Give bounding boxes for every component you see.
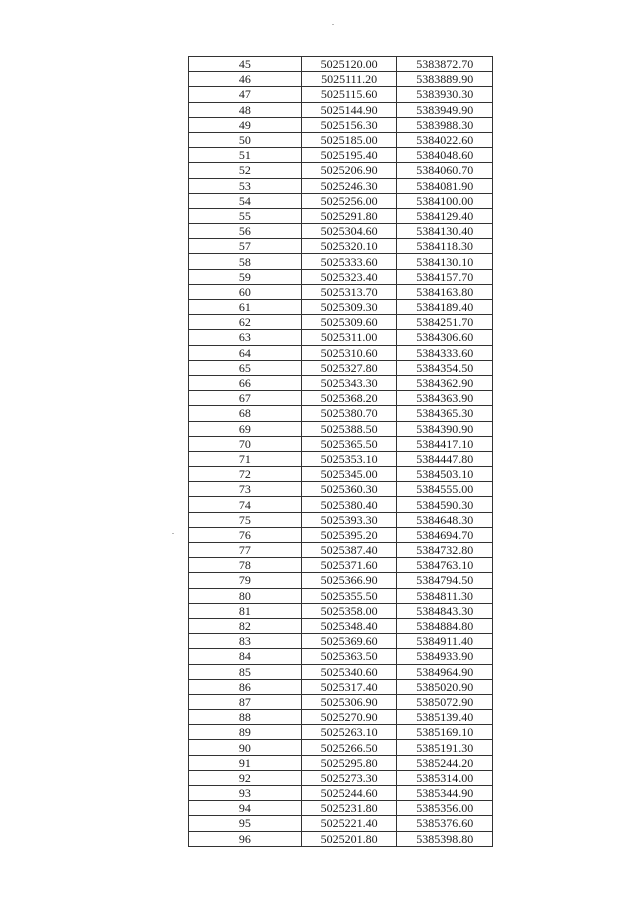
point-number-cell: 82	[189, 618, 302, 633]
y-coordinate-cell: 5384354.50	[397, 360, 493, 375]
table-row	[189, 497, 493, 512]
table-row	[189, 618, 493, 633]
table-row	[189, 467, 493, 482]
table-row	[189, 102, 493, 117]
table-row	[189, 117, 493, 132]
x-coordinate-cell: 5025304.60	[301, 224, 397, 239]
x-coordinate-cell: 5025120.00	[301, 57, 397, 72]
x-coordinate-cell: 5025365.50	[301, 436, 397, 451]
y-coordinate-cell: 5384048.60	[397, 148, 493, 163]
coordinates-table-body	[189, 57, 493, 847]
table-row	[189, 148, 493, 163]
x-coordinate-cell: 5025388.50	[301, 421, 397, 436]
x-coordinate-cell: 5025343.30	[301, 375, 397, 390]
point-number-cell: 58	[189, 254, 302, 269]
point-number-cell: 88	[189, 710, 302, 725]
x-coordinate-cell: 5025231.80	[301, 801, 397, 816]
y-coordinate-cell: 5384933.90	[397, 649, 493, 664]
x-coordinate-cell: 5025311.00	[301, 330, 397, 345]
y-coordinate-cell: 5383988.30	[397, 117, 493, 132]
point-number-cell: 56	[189, 224, 302, 239]
table-row	[189, 664, 493, 679]
table-row	[189, 512, 493, 527]
point-number-cell: 60	[189, 284, 302, 299]
y-coordinate-cell: 5384081.90	[397, 178, 493, 193]
x-coordinate-cell: 5025345.00	[301, 467, 397, 482]
point-number-cell: 72	[189, 467, 302, 482]
point-number-cell: 87	[189, 694, 302, 709]
table-row	[189, 679, 493, 694]
x-coordinate-cell: 5025273.30	[301, 770, 397, 785]
table-row	[189, 649, 493, 664]
point-number-cell: 83	[189, 634, 302, 649]
table-row	[189, 330, 493, 345]
y-coordinate-cell: 5384555.00	[397, 482, 493, 497]
x-coordinate-cell: 5025387.40	[301, 543, 397, 558]
table-row	[189, 786, 493, 801]
table-row	[189, 482, 493, 497]
x-coordinate-cell: 5025380.70	[301, 406, 397, 421]
y-coordinate-cell: 5384333.60	[397, 345, 493, 360]
table-row	[189, 694, 493, 709]
table-row	[189, 770, 493, 785]
table-row	[189, 801, 493, 816]
point-number-cell: 91	[189, 755, 302, 770]
x-coordinate-cell: 5025111.20	[301, 72, 397, 87]
table-row	[189, 178, 493, 193]
table-row	[189, 345, 493, 360]
point-number-cell: 77	[189, 543, 302, 558]
point-number-cell: 66	[189, 375, 302, 390]
y-coordinate-cell: 5384163.80	[397, 284, 493, 299]
x-coordinate-cell: 5025323.40	[301, 269, 397, 284]
x-coordinate-cell: 5025327.80	[301, 360, 397, 375]
x-coordinate-cell: 5025201.80	[301, 831, 397, 846]
point-number-cell: 93	[189, 786, 302, 801]
x-coordinate-cell: 5025363.50	[301, 649, 397, 664]
y-coordinate-cell: 5384022.60	[397, 132, 493, 147]
point-number-cell: 94	[189, 801, 302, 816]
y-coordinate-cell: 5385244.20	[397, 755, 493, 770]
scan-speck	[172, 533, 174, 534]
point-number-cell: 81	[189, 603, 302, 618]
y-coordinate-cell: 5384118.30	[397, 239, 493, 254]
y-coordinate-cell: 5385020.90	[397, 679, 493, 694]
x-coordinate-cell: 5025256.00	[301, 193, 397, 208]
x-coordinate-cell: 5025306.90	[301, 694, 397, 709]
x-coordinate-cell: 5025206.90	[301, 163, 397, 178]
table-row	[189, 239, 493, 254]
table-row	[189, 543, 493, 558]
table-row	[189, 831, 493, 846]
x-coordinate-cell: 5025366.90	[301, 573, 397, 588]
table-row	[189, 573, 493, 588]
point-number-cell: 95	[189, 816, 302, 831]
point-number-cell: 49	[189, 117, 302, 132]
table-row	[189, 725, 493, 740]
point-number-cell: 50	[189, 132, 302, 147]
table-row	[189, 57, 493, 72]
table-row	[189, 816, 493, 831]
x-coordinate-cell: 5025317.40	[301, 679, 397, 694]
x-coordinate-cell: 5025368.20	[301, 391, 397, 406]
point-number-cell: 74	[189, 497, 302, 512]
y-coordinate-cell: 5384648.30	[397, 512, 493, 527]
x-coordinate-cell: 5025358.00	[301, 603, 397, 618]
table-row	[189, 391, 493, 406]
y-coordinate-cell: 5384884.80	[397, 618, 493, 633]
y-coordinate-cell: 5385356.00	[397, 801, 493, 816]
y-coordinate-cell: 5385169.10	[397, 725, 493, 740]
point-number-cell: 90	[189, 740, 302, 755]
table-row	[189, 740, 493, 755]
y-coordinate-cell: 5385191.30	[397, 740, 493, 755]
y-coordinate-cell: 5384843.30	[397, 603, 493, 618]
point-number-cell: 47	[189, 87, 302, 102]
y-coordinate-cell: 5383949.90	[397, 102, 493, 117]
table-row	[189, 406, 493, 421]
y-coordinate-cell: 5385072.90	[397, 694, 493, 709]
table-row	[189, 436, 493, 451]
point-number-cell: 84	[189, 649, 302, 664]
point-number-cell: 68	[189, 406, 302, 421]
y-coordinate-cell: 5385139.40	[397, 710, 493, 725]
point-number-cell: 86	[189, 679, 302, 694]
y-coordinate-cell: 5384251.70	[397, 315, 493, 330]
table-row	[189, 72, 493, 87]
point-number-cell: 52	[189, 163, 302, 178]
y-coordinate-cell: 5383889.90	[397, 72, 493, 87]
x-coordinate-cell: 5025263.10	[301, 725, 397, 740]
x-coordinate-cell: 5025380.40	[301, 497, 397, 512]
y-coordinate-cell: 5384362.90	[397, 375, 493, 390]
x-coordinate-cell: 5025244.60	[301, 786, 397, 801]
point-number-cell: 54	[189, 193, 302, 208]
table-row	[189, 315, 493, 330]
x-coordinate-cell: 5025185.00	[301, 132, 397, 147]
table-row	[189, 375, 493, 390]
x-coordinate-cell: 5025309.30	[301, 300, 397, 315]
table-row	[189, 193, 493, 208]
point-number-cell: 85	[189, 664, 302, 679]
y-coordinate-cell: 5384417.10	[397, 436, 493, 451]
table-row	[189, 269, 493, 284]
point-number-cell: 46	[189, 72, 302, 87]
x-coordinate-cell: 5025360.30	[301, 482, 397, 497]
x-coordinate-cell: 5025115.60	[301, 87, 397, 102]
point-number-cell: 79	[189, 573, 302, 588]
y-coordinate-cell: 5384911.40	[397, 634, 493, 649]
point-number-cell: 92	[189, 770, 302, 785]
x-coordinate-cell: 5025310.60	[301, 345, 397, 360]
y-coordinate-cell: 5384100.00	[397, 193, 493, 208]
point-number-cell: 48	[189, 102, 302, 117]
y-coordinate-cell: 5384732.80	[397, 543, 493, 558]
x-coordinate-cell: 5025246.30	[301, 178, 397, 193]
y-coordinate-cell: 5384503.10	[397, 467, 493, 482]
y-coordinate-cell: 5384763.10	[397, 558, 493, 573]
table-row	[189, 755, 493, 770]
point-number-cell: 51	[189, 148, 302, 163]
point-number-cell: 63	[189, 330, 302, 345]
point-number-cell: 76	[189, 527, 302, 542]
y-coordinate-cell: 5385344.90	[397, 786, 493, 801]
table-row	[189, 254, 493, 269]
point-number-cell: 62	[189, 315, 302, 330]
x-coordinate-cell: 5025221.40	[301, 816, 397, 831]
table-row	[189, 588, 493, 603]
y-coordinate-cell: 5384130.40	[397, 224, 493, 239]
y-coordinate-cell: 5385376.60	[397, 816, 493, 831]
x-coordinate-cell: 5025156.30	[301, 117, 397, 132]
scan-speck	[332, 24, 334, 25]
y-coordinate-cell: 5384060.70	[397, 163, 493, 178]
y-coordinate-cell: 5384811.30	[397, 588, 493, 603]
y-coordinate-cell: 5384363.90	[397, 391, 493, 406]
y-coordinate-cell: 5384306.60	[397, 330, 493, 345]
x-coordinate-cell: 5025266.50	[301, 740, 397, 755]
y-coordinate-cell: 5385398.80	[397, 831, 493, 846]
table-row	[189, 558, 493, 573]
x-coordinate-cell: 5025348.40	[301, 618, 397, 633]
y-coordinate-cell: 5384447.80	[397, 451, 493, 466]
table-row	[189, 224, 493, 239]
table-row	[189, 710, 493, 725]
point-number-cell: 70	[189, 436, 302, 451]
y-coordinate-cell: 5383930.30	[397, 87, 493, 102]
y-coordinate-cell: 5384365.30	[397, 406, 493, 421]
point-number-cell: 67	[189, 391, 302, 406]
table-row	[189, 527, 493, 542]
point-number-cell: 69	[189, 421, 302, 436]
x-coordinate-cell: 5025371.60	[301, 558, 397, 573]
table-row	[189, 163, 493, 178]
x-coordinate-cell: 5025393.30	[301, 512, 397, 527]
table-row	[189, 284, 493, 299]
x-coordinate-cell: 5025309.60	[301, 315, 397, 330]
x-coordinate-cell: 5025355.50	[301, 588, 397, 603]
x-coordinate-cell: 5025333.60	[301, 254, 397, 269]
table-row	[189, 603, 493, 618]
x-coordinate-cell: 5025313.70	[301, 284, 397, 299]
x-coordinate-cell: 5025320.10	[301, 239, 397, 254]
point-number-cell: 55	[189, 208, 302, 223]
y-coordinate-cell: 5384390.90	[397, 421, 493, 436]
point-number-cell: 64	[189, 345, 302, 360]
y-coordinate-cell: 5385314.00	[397, 770, 493, 785]
y-coordinate-cell: 5384129.40	[397, 208, 493, 223]
point-number-cell: 53	[189, 178, 302, 193]
point-number-cell: 59	[189, 269, 302, 284]
x-coordinate-cell: 5025395.20	[301, 527, 397, 542]
table-row	[189, 360, 493, 375]
y-coordinate-cell: 5384157.70	[397, 269, 493, 284]
y-coordinate-cell: 5384189.40	[397, 300, 493, 315]
x-coordinate-cell: 5025270.90	[301, 710, 397, 725]
point-number-cell: 45	[189, 57, 302, 72]
y-coordinate-cell: 5384694.70	[397, 527, 493, 542]
table-row	[189, 87, 493, 102]
x-coordinate-cell: 5025295.80	[301, 755, 397, 770]
point-number-cell: 71	[189, 451, 302, 466]
x-coordinate-cell: 5025195.40	[301, 148, 397, 163]
point-number-cell: 65	[189, 360, 302, 375]
y-coordinate-cell: 5384964.90	[397, 664, 493, 679]
x-coordinate-cell: 5025353.10	[301, 451, 397, 466]
point-number-cell: 73	[189, 482, 302, 497]
point-number-cell: 89	[189, 725, 302, 740]
coordinates-table	[188, 56, 493, 847]
point-number-cell: 57	[189, 239, 302, 254]
x-coordinate-cell: 5025369.60	[301, 634, 397, 649]
table-row	[189, 634, 493, 649]
point-number-cell: 78	[189, 558, 302, 573]
y-coordinate-cell: 5384590.30	[397, 497, 493, 512]
table-row	[189, 451, 493, 466]
y-coordinate-cell: 5383872.70	[397, 57, 493, 72]
point-number-cell: 96	[189, 831, 302, 846]
x-coordinate-cell: 5025144.90	[301, 102, 397, 117]
point-number-cell: 61	[189, 300, 302, 315]
table-row	[189, 132, 493, 147]
point-number-cell: 80	[189, 588, 302, 603]
y-coordinate-cell: 5384794.50	[397, 573, 493, 588]
point-number-cell: 75	[189, 512, 302, 527]
table-row	[189, 300, 493, 315]
x-coordinate-cell: 5025291.80	[301, 208, 397, 223]
table-row	[189, 208, 493, 223]
table-row	[189, 421, 493, 436]
y-coordinate-cell: 5384130.10	[397, 254, 493, 269]
x-coordinate-cell: 5025340.60	[301, 664, 397, 679]
